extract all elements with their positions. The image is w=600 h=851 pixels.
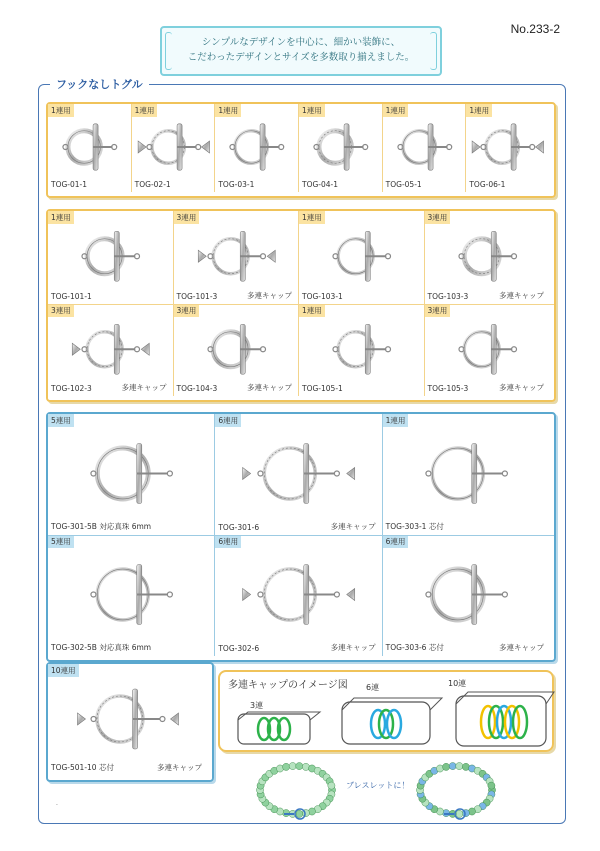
intro-line-1: シンプルなデザインを中心に、細かい装飾に、 [201, 37, 401, 48]
toggle-group-ten-strand [46, 662, 214, 782]
toggle-clasp-drawing [304, 118, 378, 176]
product-code: TOG-301-6 [218, 523, 260, 532]
product-cell[interactable] [466, 104, 550, 192]
strand-badge: 3連用 [174, 211, 200, 224]
strand-badge: 1連用 [299, 211, 325, 224]
product-cell[interactable] [299, 211, 425, 304]
product-code: TOG-302-6 [218, 644, 260, 653]
intro-line-2: こだわったデザインとサイズを多数取り揃えました。 [187, 52, 415, 63]
strand-badge: 5連用 [48, 414, 74, 427]
product-cell[interactable] [383, 535, 550, 656]
toggle-clasp-drawing [430, 318, 546, 381]
toggle-clasp-drawing [220, 549, 377, 640]
strand-badge: 1連用 [383, 104, 409, 117]
toggle-clasp-drawing [53, 678, 203, 760]
product-cell[interactable] [425, 211, 551, 304]
product-cell[interactable] [48, 104, 132, 192]
multi-cap-label: 多連キャップ [247, 383, 292, 392]
product-cell[interactable] [174, 211, 300, 304]
product-code: TOG-05-1 [385, 180, 422, 189]
toggle-clasp-drawing [388, 549, 545, 640]
product-cell[interactable] [215, 104, 299, 192]
strand-badge: 3連用 [48, 304, 74, 317]
toggle-group-multistrand [46, 412, 556, 662]
toggle-clasp-drawing [53, 318, 169, 381]
product-cell[interactable] [174, 304, 300, 397]
toggle-clasp-drawing [388, 118, 462, 176]
strand-badge: 3連用 [425, 211, 451, 224]
cap-3-strand-drawing [238, 712, 320, 744]
strand-badge: 1連用 [299, 104, 325, 117]
multi-cap-label: 多連キャップ [247, 290, 292, 300]
product-code: TOG-302-5B 対応真珠 6mm [51, 643, 152, 652]
multi-cap-label: 多連キャップ [157, 763, 202, 772]
multi-cap-label: 多連キャップ [330, 643, 376, 652]
product-code: TOG-02-1 [134, 180, 171, 189]
product-cell[interactable] [48, 414, 215, 535]
strand-badge: 3連用 [425, 304, 451, 317]
product-code: TOG-105-3 [427, 384, 469, 393]
multi-cap-label: 多連キャップ [498, 643, 544, 652]
strand-badge: 1連用 [48, 104, 74, 117]
cap-illustrations [220, 672, 556, 754]
product-cell[interactable] [48, 211, 174, 304]
product-code: TOG-101-3 [176, 291, 218, 301]
toggle-clasp-drawing [471, 118, 545, 176]
product-code: TOG-06-1 [469, 180, 506, 189]
product-cell[interactable] [215, 414, 382, 535]
label-10-strand: 10連 [448, 679, 467, 688]
product-cell[interactable] [48, 304, 174, 397]
product-code: TOG-105-1 [302, 384, 343, 393]
illustration-title: 多連キャップのイメージ図 [228, 680, 348, 691]
strand-badge: 1連用 [48, 211, 74, 224]
product-cell[interactable] [48, 535, 215, 656]
toggle-clasp-drawing [220, 118, 294, 176]
footer-mark: . [56, 800, 58, 807]
product-code: TOG-303-1 芯付 [385, 522, 444, 531]
label-3-strand: 3連 [250, 701, 264, 710]
product-cell[interactable] [383, 104, 467, 192]
strand-badge: 6連用 [215, 414, 241, 427]
intro-banner [160, 26, 442, 76]
product-cell[interactable] [132, 104, 216, 192]
toggle-clasp-drawing [179, 318, 295, 381]
strand-badge: 10連用 [48, 664, 79, 677]
toggle-clasp-drawing [53, 428, 210, 519]
product-code: TOG-103-3 [427, 291, 469, 301]
toggle-group-decorative [46, 209, 556, 402]
row-divider [48, 304, 554, 305]
page-number: No.233-2 [510, 22, 560, 36]
product-cell[interactable] [425, 304, 551, 397]
product-code: TOG-102-3 [51, 384, 92, 393]
toggle-clasp-drawing [304, 225, 420, 288]
row-divider [48, 535, 554, 536]
multi-cap-label: 多連キャップ [121, 383, 167, 392]
toggle-clasp-drawing [220, 428, 377, 519]
strand-badge: 1連用 [132, 104, 158, 117]
bracelet-note: ブレスレットに！ [346, 781, 410, 790]
multi-cap-label: 多連キャップ [330, 522, 376, 531]
strand-badge: 5連用 [48, 535, 74, 548]
product-cell[interactable] [48, 664, 208, 776]
product-cell[interactable] [383, 414, 550, 535]
strand-badge: 1連用 [299, 304, 325, 317]
product-code: TOG-301-5B 対応真珠 6mm [51, 522, 152, 531]
strand-badge: 6連用 [383, 535, 409, 548]
toggle-clasp-drawing [430, 225, 546, 288]
product-cell[interactable] [299, 104, 383, 192]
toggle-clasp-drawing [53, 225, 169, 288]
section-title: フックなしトグル [50, 76, 149, 92]
cap-10-strand-drawing [456, 692, 554, 746]
product-cell[interactable] [215, 535, 382, 656]
product-code: TOG-104-3 [176, 384, 218, 393]
toggle-clasp-drawing [53, 549, 210, 640]
product-code: TOG-501-10 芯付 [51, 763, 114, 772]
toggle-clasp-drawing [304, 318, 420, 381]
toggle-clasp-drawing [388, 428, 545, 519]
product-code: TOG-101-1 [51, 291, 92, 301]
toggle-clasp-drawing [53, 118, 127, 176]
product-code: TOG-303-6 芯付 [385, 643, 444, 652]
toggle-clasp-drawing [137, 118, 211, 176]
strand-badge: 1連用 [215, 104, 241, 117]
label-6-strand: 6連 [366, 683, 380, 692]
multi-cap-label: 多連キャップ [499, 383, 544, 392]
toggle-clasp-drawing [179, 225, 295, 288]
multi-cap-illustration [218, 670, 554, 752]
cap-6-strand-drawing [342, 698, 442, 744]
strand-badge: 1連用 [466, 104, 492, 117]
strand-badge: 3連用 [174, 304, 200, 317]
multi-cap-label: 多連キャップ [499, 290, 544, 300]
strand-badge: 1連用 [383, 414, 409, 427]
product-cell[interactable] [299, 304, 425, 397]
product-code: TOG-03-1 [218, 180, 255, 189]
strand-badge: 6連用 [215, 535, 241, 548]
product-code: TOG-103-1 [302, 291, 343, 301]
toggle-group-basic [46, 102, 556, 198]
product-code: TOG-01-1 [51, 180, 88, 189]
product-code: TOG-04-1 [302, 180, 339, 189]
